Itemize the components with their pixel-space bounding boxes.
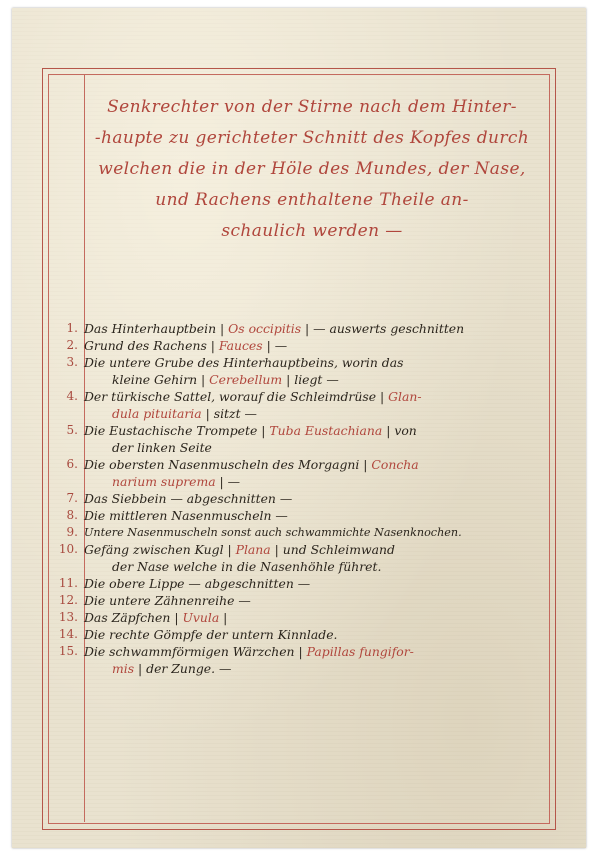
- item-text: der linken Seite: [112, 440, 212, 455]
- item-number: 12.: [58, 593, 78, 607]
- list-item: 4. Der türkische Sattel, worauf die Schleimdrüse | Glan- dula pituitaria | sitzt —: [48, 388, 588, 422]
- title-line: Senkrechter von der Stirne nach dem Hinter-: [107, 97, 517, 117]
- item-number: 2.: [66, 338, 78, 352]
- item-text: Der türkische Sattel, worauf die Schleimdrüse: [84, 389, 377, 404]
- latin-term: Fauces: [218, 338, 263, 353]
- item-number: 9.: [66, 525, 78, 539]
- manuscript-sheet: [12, 8, 586, 848]
- list-item: [48, 507, 588, 524]
- list-item: 6. Die obersten Nasenmuscheln des Morgagni | Concha narium suprema | —: [48, 456, 588, 490]
- latin-term: Tuba Eustachiana: [269, 423, 383, 438]
- item-number: 15.: [58, 644, 78, 658]
- numbered-list: [48, 320, 588, 677]
- item-text: Die obersten Nasenmuscheln des Morgagni: [84, 457, 360, 472]
- item-text: sitzt —: [213, 406, 257, 421]
- item-text: Grund des Rachens: [84, 338, 207, 353]
- item-text: Die schwammförmigen Wärzchen: [84, 644, 295, 659]
- latin-term: Glan-: [388, 389, 422, 404]
- latin-term: Os occipitis: [228, 321, 302, 336]
- list-item: 2. Grund des Rachens | Fauces | —: [48, 337, 588, 354]
- item-number: 1.: [66, 321, 78, 335]
- list-item: 1. Das Hinterhauptbein | Os occipitis | — auswerts geschnitten: [48, 320, 588, 337]
- list-item: 3. Die untere Grube des Hinterhauptbeins, worin das kleine Gehirn | Cerebellum | liegt —: [48, 354, 588, 388]
- item-text: Untere Nasenmuscheln sonst auch schwammichte Nasenknochen.: [84, 526, 462, 539]
- item-number: 3.: [66, 355, 78, 369]
- list-item: 10. Gefäng zwischen Kugl | Plana | und Schleimwand der Nase welche in die Nasenhöhle führet.: [48, 541, 588, 575]
- item-number: 10.: [58, 542, 78, 556]
- list-item: [48, 490, 588, 507]
- latin-term: Uvula: [182, 610, 220, 625]
- latin-term: Concha: [371, 457, 419, 472]
- item-text: Die untere Zähnenreihe —: [84, 593, 251, 608]
- item-number: 4.: [66, 389, 78, 403]
- item-text: Die obere Lippe — abgeschnitten —: [84, 576, 311, 591]
- item-text: — auswerts geschnitten: [313, 321, 465, 336]
- list-item: 13. Das Zäpfchen | Uvula |: [48, 609, 588, 626]
- item-text: Die Eustachische Trompete: [84, 423, 258, 438]
- item-text: der Nase welche in die Nasenhöhle führet.: [112, 559, 382, 574]
- list-item: [48, 575, 588, 592]
- title-line: und Rachens enthaltene Theile an-: [155, 190, 469, 210]
- latin-term: dula pituitaria: [112, 406, 202, 421]
- latin-term: mis: [112, 661, 135, 676]
- item-number: 14.: [58, 627, 78, 641]
- latin-term: Plana: [235, 542, 271, 557]
- item-text: Gefäng zwischen Kugl: [84, 542, 224, 557]
- list-item: [48, 592, 588, 609]
- title-line: welchen die in der Höle des Mundes, der Nase,: [98, 159, 526, 179]
- list-item: [48, 524, 588, 541]
- item-number: 13.: [58, 610, 78, 624]
- item-text: Die rechte Gömpfe der untern Kinnlade.: [84, 627, 338, 642]
- item-number: 11.: [58, 576, 78, 590]
- item-text: Das Hinterhauptbein: [84, 321, 217, 336]
- item-number: 7.: [66, 491, 78, 505]
- item-number: 6.: [66, 457, 78, 471]
- latin-term: Papillas fungifor-: [306, 644, 414, 659]
- list-item: [48, 626, 588, 643]
- item-text: der Zunge. —: [146, 661, 232, 676]
- item-text: kleine Gehirn: [112, 372, 198, 387]
- item-text: und Schleimwand: [282, 542, 395, 557]
- latin-term: Cerebellum: [209, 372, 283, 387]
- list-item: 15. Die schwammförmigen Wärzchen | Papillas fungifor- mis | der Zunge. —: [48, 643, 588, 677]
- item-text: Die mittleren Nasenmuscheln —: [84, 508, 288, 523]
- item-number: 5.: [66, 423, 78, 437]
- latin-term: narium suprema: [112, 474, 216, 489]
- item-text: Das Siebbein — abgeschnitten —: [84, 491, 293, 506]
- item-text: Die untere Grube des Hinterhauptbeins, worin das: [84, 355, 404, 370]
- item-text: liegt —: [294, 372, 339, 387]
- title-line: -haupte zu gerichteter Schnitt des Kopfes durch: [94, 128, 530, 148]
- item-text: Das Zäpfchen: [84, 610, 171, 625]
- list-item: 5. Die Eustachische Trompete | Tuba Eustachiana | von der linken Seite: [48, 422, 588, 456]
- item-text: von: [394, 423, 417, 438]
- title-line: schaulich werden —: [221, 221, 403, 241]
- item-number: 8.: [66, 508, 78, 522]
- page-title: [82, 92, 542, 247]
